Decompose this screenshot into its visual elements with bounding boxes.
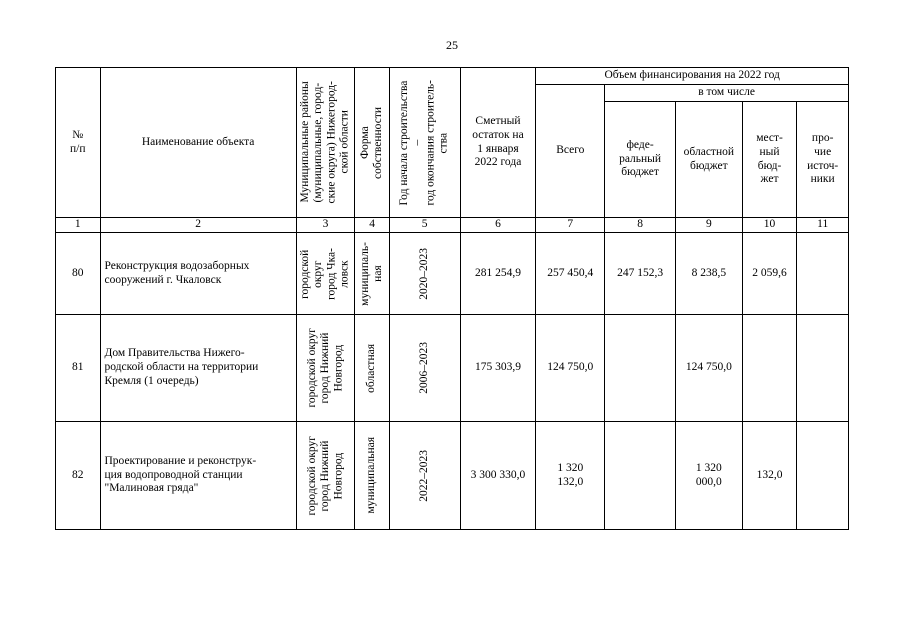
- header-ownership: Форма собственности: [355, 68, 389, 218]
- header-regional: областной бюджет: [675, 102, 742, 218]
- header-years: Год начала строительства – год окончания строитель- ства: [389, 68, 460, 218]
- header-local: мест- ный бюд- жет: [742, 102, 797, 218]
- balance-cell: 3 300 330,0: [460, 422, 536, 530]
- local-cell: [742, 315, 797, 422]
- object-name: Дом Правительства Нижего- родской области на территории Кремля (1 очередь): [100, 315, 296, 422]
- ownership-cell: муниципаль- ная: [355, 233, 389, 315]
- regional-cell: 1 320 000,0: [675, 422, 742, 530]
- total-cell: 124 750,0: [536, 315, 605, 422]
- row-number: 81: [56, 315, 101, 422]
- column-number: 6: [460, 218, 536, 233]
- row-number: 80: [56, 233, 101, 315]
- table-row: [56, 233, 849, 315]
- other-cell: [797, 422, 849, 530]
- column-number-row: [56, 218, 849, 233]
- header-num: № п/п: [56, 68, 101, 218]
- row-number: 82: [56, 422, 101, 530]
- total-cell: 1 320 132,0: [536, 422, 605, 530]
- column-number: 11: [797, 218, 849, 233]
- column-number: 4: [355, 218, 389, 233]
- header-name: Наименование объекта: [100, 68, 296, 218]
- years-cell: 2006–2023: [389, 315, 460, 422]
- object-name: Проектирование и реконструк- ция водопроводной станции "Малиновая гряда": [100, 422, 296, 530]
- other-cell: [797, 315, 849, 422]
- header-balance: Сметный остаток на 1 января 2022 года: [460, 68, 536, 218]
- header-including: в том числе: [605, 85, 849, 102]
- federal-cell: [605, 422, 676, 530]
- district-cell: городской округ город Нижний Новгород: [296, 422, 355, 530]
- balance-cell: 175 303,9: [460, 315, 536, 422]
- column-number: 8: [605, 218, 676, 233]
- years-cell: 2022–2023: [389, 422, 460, 530]
- table-row: [56, 422, 849, 530]
- other-cell: [797, 233, 849, 315]
- column-number: 5: [389, 218, 460, 233]
- column-number: 9: [675, 218, 742, 233]
- federal-cell: [605, 315, 676, 422]
- header-funding: Объем финансирования на 2022 год: [536, 68, 849, 85]
- column-number: 10: [742, 218, 797, 233]
- regional-cell: 8 238,5: [675, 233, 742, 315]
- financing-table: [55, 67, 849, 530]
- district-cell: городской округ город Нижний Новгород: [296, 315, 355, 422]
- years-cell: 2020–2023: [389, 233, 460, 315]
- header-district: Муниципальные районы (муниципальные, город- ские округа) Нижегород- ской области: [296, 68, 355, 218]
- local-cell: 132,0: [742, 422, 797, 530]
- page-number: 25: [446, 38, 458, 52]
- local-cell: 2 059,6: [742, 233, 797, 315]
- balance-cell: 281 254,9: [460, 233, 536, 315]
- header-other: про- чие источ- ники: [797, 102, 849, 218]
- column-number: 7: [536, 218, 605, 233]
- header-total: Всего: [536, 85, 605, 218]
- column-number: 1: [56, 218, 101, 233]
- column-number: 3: [296, 218, 355, 233]
- total-cell: 257 450,4: [536, 233, 605, 315]
- ownership-cell: муниципальная: [355, 422, 389, 530]
- federal-cell: 247 152,3: [605, 233, 676, 315]
- regional-cell: 124 750,0: [675, 315, 742, 422]
- column-number: 2: [100, 218, 296, 233]
- object-name: Реконструкция водозаборных сооружений г. Чкаловск: [100, 233, 296, 315]
- header-federal: феде- ральный бюджет: [605, 102, 676, 218]
- ownership-cell: областная: [355, 315, 389, 422]
- district-cell: городской округ город Чка- ловск: [296, 233, 355, 315]
- table-row: [56, 315, 849, 422]
